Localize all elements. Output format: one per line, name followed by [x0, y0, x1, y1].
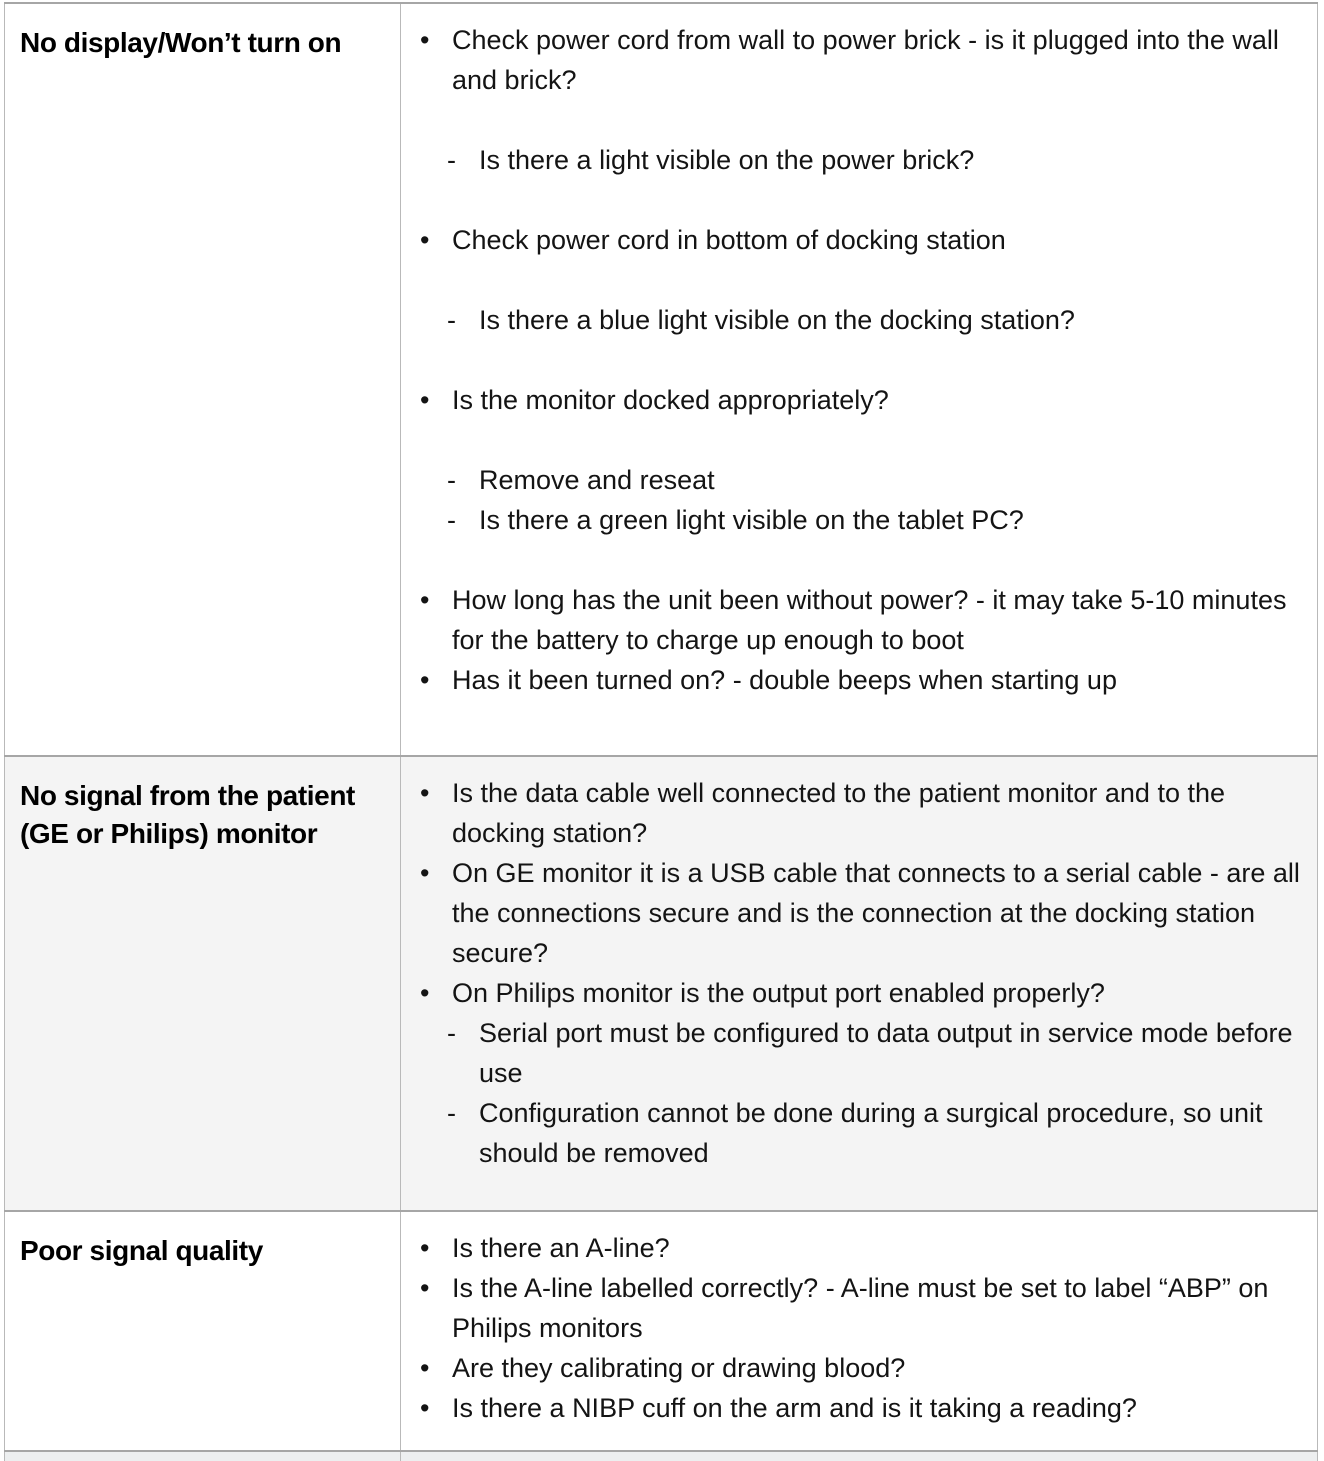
- dash-icon: -: [447, 1018, 456, 1048]
- step-subitem: [401, 300, 1309, 340]
- step-item: [401, 660, 1309, 700]
- step-text: Is there a NIBP cuff on the arm and is it taking a reading?: [452, 1393, 1137, 1423]
- step-text: Serial port must be configured to data output in service mode before use: [479, 1018, 1293, 1088]
- steps-list: [401, 757, 1317, 1173]
- step-text: On Philips monitor is the output port enabled properly?: [452, 978, 1105, 1008]
- steps-list: [401, 1212, 1317, 1428]
- bullet-icon: •: [420, 385, 430, 415]
- step-text: Is the monitor docked appropriately?: [452, 385, 889, 415]
- bullet-icon: •: [420, 858, 430, 888]
- step-text: Is the A-line labelled correctly? - A-line must be set to label “ABP” on Philips monitors: [452, 1273, 1269, 1343]
- issue-title: No signal from the patient (GE or Philips) monitor: [20, 780, 355, 849]
- bullet-icon: •: [420, 1273, 430, 1303]
- bullet-icon: •: [420, 25, 430, 55]
- table-row-no-display: [5, 3, 1318, 756]
- step-item: [401, 1268, 1309, 1348]
- dash-icon: -: [447, 1098, 456, 1128]
- step-item: [401, 1228, 1309, 1268]
- step-text: Check power cord in bottom of docking station: [452, 225, 1006, 255]
- step-subitem: [401, 500, 1309, 540]
- table-row-poor-signal: [5, 1211, 1318, 1451]
- issue-title: No display/Won’t turn on: [20, 27, 342, 58]
- step-subitem: [401, 460, 1309, 500]
- bullet-icon: •: [420, 1393, 430, 1423]
- step-text: Is there an A-line?: [452, 1233, 670, 1263]
- bullet-icon: •: [420, 1233, 430, 1263]
- dash-icon: -: [447, 145, 456, 175]
- step-item: [401, 380, 1309, 420]
- step-text: On GE monitor it is a USB cable that connects to a serial cable - are all the connections secure and is the connection at the docking station secure?: [452, 858, 1300, 968]
- dash-icon: -: [447, 505, 456, 535]
- step-item: [401, 853, 1309, 973]
- steps-list: [401, 4, 1317, 700]
- issue-cell: [5, 756, 401, 1211]
- step-subitem: [401, 140, 1309, 180]
- step-item: [401, 220, 1309, 260]
- steps-cell: [401, 3, 1318, 756]
- bullet-icon: •: [420, 1353, 430, 1383]
- bullet-icon: •: [420, 585, 430, 615]
- step-text: Is there a light visible on the power brick?: [479, 145, 975, 175]
- steps-cell: [401, 756, 1318, 1211]
- step-item: [401, 20, 1309, 100]
- dash-icon: -: [447, 465, 456, 495]
- troubleshooting-table: [4, 2, 1318, 1461]
- step-text: Remove and reseat: [479, 465, 715, 495]
- step-text: How long has the unit been without power? - it may take 5-10 minutes for the battery to charge up enough to boot: [452, 585, 1287, 655]
- bullet-icon: •: [420, 225, 430, 255]
- bullet-icon: •: [420, 665, 430, 695]
- bullet-icon: •: [420, 778, 430, 808]
- step-text: Check power cord from wall to power brick - is it plugged into the wall and brick?: [452, 25, 1279, 95]
- step-text: Configuration cannot be done during a surgical procedure, so unit should be removed: [479, 1098, 1263, 1168]
- issue-cell: [5, 3, 401, 756]
- step-text: Is there a blue light visible on the docking station?: [479, 305, 1075, 335]
- step-text: Has it been turned on? - double beeps when starting up: [452, 665, 1117, 695]
- dash-icon: -: [447, 305, 456, 335]
- step-item: [401, 1388, 1309, 1428]
- step-item: [401, 773, 1309, 853]
- step-item: [401, 580, 1309, 660]
- steps-cell: [401, 1211, 1318, 1451]
- step-subitem: [401, 1013, 1309, 1093]
- step-item: [401, 1348, 1309, 1388]
- table-row-no-signal: [5, 756, 1318, 1211]
- issue-cell: [5, 1211, 401, 1451]
- step-item: [401, 973, 1309, 1013]
- step-subitem: [401, 1093, 1309, 1173]
- step-text: Are they calibrating or drawing blood?: [452, 1353, 906, 1383]
- issue-title: Poor signal quality: [20, 1235, 263, 1266]
- step-text: Is the data cable well connected to the patient monitor and to the docking station?: [452, 778, 1226, 848]
- step-text: Is there a green light visible on the tablet PC?: [479, 505, 1024, 535]
- bullet-icon: •: [420, 978, 430, 1008]
